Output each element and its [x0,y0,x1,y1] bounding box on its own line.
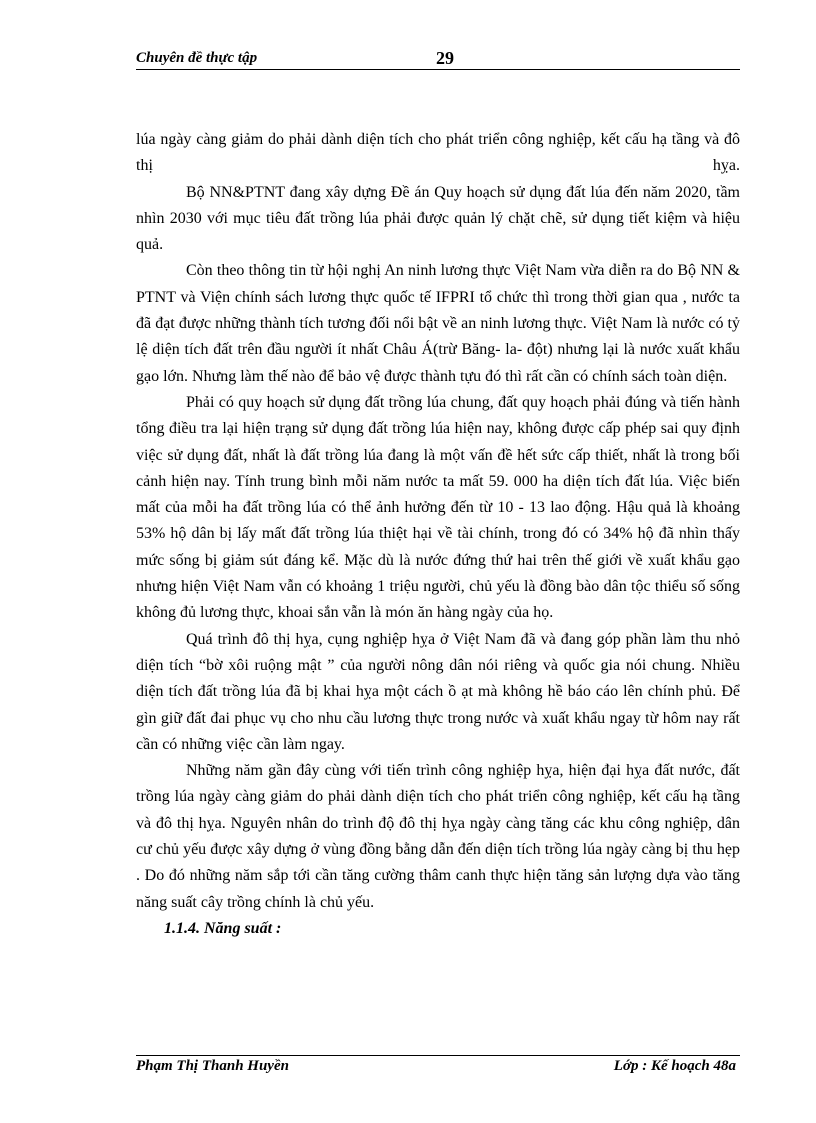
page-number: 29 [436,48,454,68]
footer-author: Phạm Thị Thanh Huyền [136,1058,289,1074]
page-footer [136,1058,740,1078]
paragraph: Bộ NN&PTNT đang xây dựng Đề án Quy hoạch sử dụng đất lúa đến năm 2020, tầm nhìn 2030 với mục tiêu đất trồng lúa phải được quản lý chặt chẽ, sử dụng tiết kiệm và hiệu quả. [136,183,740,254]
header-title: Chuyên đề thực tập [136,50,258,66]
paragraph: lúa ngày càng giảm do phải dành diện tích cho phát triển công nghiệp, kết cấu hạ tầng và đô thị hỵa. [136,131,740,175]
footer-class: Lớp : Kế hoạch 48a [613,1058,736,1074]
body-text [136,127,740,942]
page-header [136,50,740,70]
header-rule [136,69,740,70]
paragraph: Quá trình đô thị hỵa, cụng nghiệp hỵa ở Việt Nam đã và đang góp phần làm thu nhỏ diện tích “bờ xôi ruộng mật ” của người nông dân nói riêng và quốc gia nói chung. Nhiều diện tích đất trồng lúa đã bị khai hỵa một cách ồ ạt mà không hề báo cáo lên chính phủ. Để gìn giữ đất đai phục vụ cho nhu cầu lương thực trong nước và xuất khẩu ngay từ hôm nay rất cần có những việc cần làm ngay. [136,630,740,753]
section-heading: 1.1.4. Năng suất : [164,919,282,937]
paragraph: Còn theo thông tin từ hội nghị An ninh lương thực Việt Nam vừa diễn ra do Bộ NN & PTNT và Viện chính sách lương thực quốc tế IFPRI tổ chức thì trong thời gian qua , nước ta đã đạt được những thành tích tương đối nổi bật về an ninh lương thực. Việt Nam là nước có tỷ lệ diện tích đất trên đầu người ít nhất Châu Á(trừ Băng- la- đột) nhưng lại là nước xuất khẩu gạo lớn. Nhưng làm thế nào để bảo vệ được thành tựu đó thì rất cần có chính sách toàn diện. [136,262,740,385]
paragraph: Những năm gần đây cùng với tiến trình công nghiệp hỵa, hiện đại hỵa đất nước, đất trồng lúa ngày càng giảm do phải dành diện tích cho phát triển công nghiệp, kết cấu hạ tầng và đô thị hỵa. Nguyên nhân do trình độ đô thị hỵa ngày càng tăng các khu công nghiệp, dân cư chủ yếu được xây dựng ở vùng đồng bằng dẫn đến diện tích trồng lúa ngày càng bị thu hẹp . Do đó những năm sắp tới cần tăng cường thâm canh thực hiện tăng sản lượng dựa vào tăng năng suất cây trồng chính là chủ yếu. [136,762,740,911]
footer-rule [136,1055,740,1056]
paragraph: Phải có quy hoạch sử dụng đất trồng lúa chung, đất quy hoạch phải đúng và tiến hành tổng điều tra lại hiện trạng sử dụng đất trồng lúa hiện nay, không được cấp phép sai quy định việc sử dụng đất, nhất là đất trồng lúa đang là một vấn đề hết sức cấp thiết, nhất là trong bối cảnh hiện nay. Tính trung bình mỗi năm nước ta mất 59. 000 ha diện tích đất lúa. Việc biến mất của mỗi ha đất trồng lúa có thể ảnh hưởng đến từ 10 - 13 lao động. Hậu quả là khoảng 53% hộ dân bị lấy mất đất trồng lúa thiệt hại về tài chính, trong đó có 34% hộ đã nhìn thấy mức sống bị giảm sút đáng kể. Mặc dù là nước đứng thứ hai trên thế giới về xuất khẩu gạo nhưng hiện Việt Nam vẫn có khoảng 1 triệu người, chủ yếu là đồng bào dân tộc thiểu số sống không đủ lương thực, khoai sắn vẫn là món ăn hàng ngày của họ. [136,393,740,622]
